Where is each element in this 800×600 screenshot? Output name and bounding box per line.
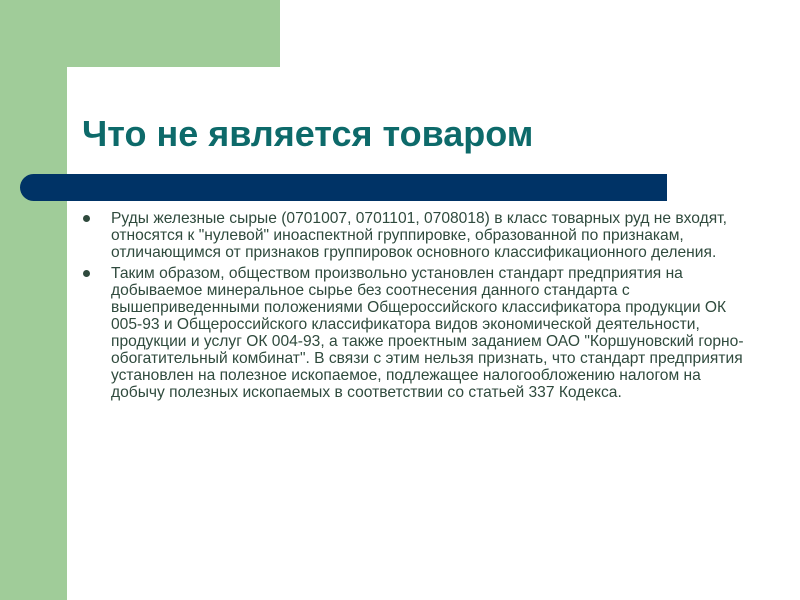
bullet-list (80, 210, 745, 405)
bullet-dot-icon (83, 215, 90, 222)
bullet-text: Таким образом, обществом произвольно установлен стандарт предприятия на добываемое минеральное сырье без соотнесения данного стандарта с вышеприведенными положениями Общероссийского классификатора продукции ОК 005-93 и Общероссийского классификатора видов экономической деятельности, продукции и услуг ОК 004-93, а также проектным заданием ОАО "Коршуновский горно-обогатительный комбинат". В связи с этим нельзя признать, что стандарт предприятия установлен на полезное ископаемое, подлежащее налогообложению налогом на добычу полезных ископаемых в соответствии со статьей 337 Кодекса. (111, 265, 744, 401)
bullet-text: Руды железные сырые (0701007, 0701101, 0708018) в класс товарных руд не входят, относятся к "нулевой" иноаспектной группировке, образованной по признакам, отличающимся от признаков группировок основного классификационного деления. (111, 210, 727, 261)
green-top-panel (0, 0, 280, 67)
bullet-item (80, 265, 745, 401)
bullet-dot-icon (83, 270, 90, 277)
bullet-item (80, 210, 745, 261)
title-underline-bar (20, 174, 667, 201)
green-side-panel (0, 0, 67, 600)
slide-title: Что не является товаром (82, 113, 534, 154)
